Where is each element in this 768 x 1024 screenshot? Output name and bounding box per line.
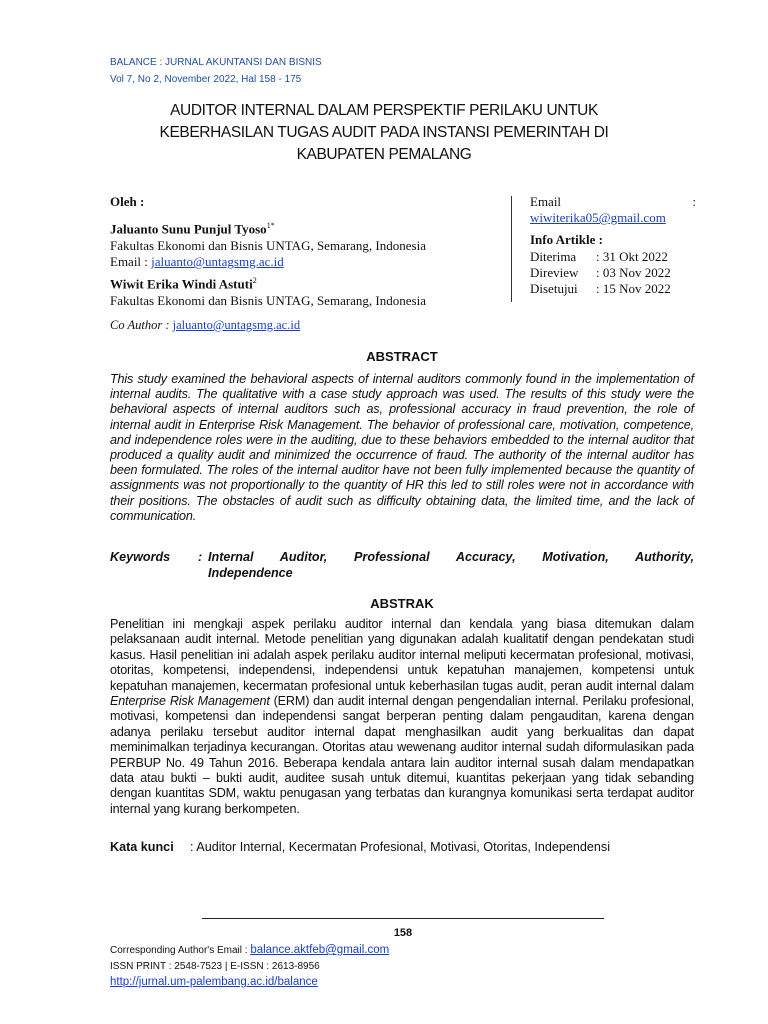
corresponding-label: Corresponding Author's Email : — [110, 945, 251, 956]
kata-kunci-label: Kata kunci — [110, 840, 174, 854]
info-row — [530, 265, 696, 281]
footer-rule — [202, 918, 604, 919]
keywords-values — [208, 549, 694, 581]
paper-title — [110, 100, 658, 166]
author-sup: 2 — [252, 275, 257, 285]
keywords-line: Independence — [208, 566, 293, 580]
info-email-colon: : — [692, 194, 696, 209]
author-1 — [110, 218, 490, 238]
email-label: Email : — [110, 254, 152, 270]
keywords-label: Keywords — [110, 550, 171, 564]
abstract-heading: ABSTRACT — [366, 349, 438, 364]
kata-kunci-row — [110, 840, 610, 854]
title-line: AUDITOR INTERNAL DALAM PERSPEKTIF PERILAKU UNTUK — [170, 102, 598, 119]
page-number: 158 — [393, 927, 413, 939]
journal-name: BALANCE : JURNAL AKUNTANSI DAN BISNIS — [110, 57, 322, 68]
author-email-row — [110, 254, 490, 271]
author-sup: 1* — [266, 220, 275, 230]
journal-url-link[interactable]: http://jurnal.um-palembang.ac.id/balance — [110, 976, 318, 988]
author-email-link[interactable]: jaluanto@untagsmg.ac.id — [151, 254, 284, 270]
info-email-link[interactable]: wiwiterika05@gmail.com — [530, 210, 666, 226]
journal-issue: Vol 7, No 2, November 2022, Hal 158 - 175 — [110, 74, 302, 85]
keywords-line: Internal Auditor, Professional Accuracy, Motivation, Authority, — [208, 550, 694, 564]
coauthor-row — [110, 318, 300, 333]
coauthor-label: Co Author : — [110, 318, 173, 332]
info-row-value: : 15 Nov 2022 — [596, 281, 671, 297]
title-line: KABUPATEN PEMALANG — [296, 146, 472, 163]
keywords-row — [110, 549, 694, 581]
title-line: KEBERHASILAN TUGAS AUDIT PADA INSTANSI PEMERINTAH DI — [159, 124, 609, 141]
info-email-row — [530, 194, 696, 210]
info-row — [530, 281, 696, 297]
kata-kunci-value: : Auditor Internal, Kecermatan Profesional, Motivasi, Otoritas, Independensi — [190, 840, 611, 854]
info-row-value: : 03 Nov 2022 — [596, 264, 671, 280]
keywords-colon: : — [198, 550, 203, 564]
abstrak-text-part: (ERM) dan audit internal dengan pengendalian internal. Perilaku profesional, motivasi, kompetensi dan independensi sangat berperan penting dalam pengauditan, karena dengan adanya perilaku tersebut auditor internal dapat menghasilkan audit yang berkualitas dan dapat meminimalkan terjadinya kecurangan. Otoritas atau wewenang auditor internal sudah diformulasikan pada PERBUP No. 49 Tahun 2016. Beberapa kendala antara lain auditor internal susah dalam mendapatkan data atau bukti – bukti audit, auditee susah untuk ditemui, kuantitas pekerjaan yang tidak sebanding dengan kuantitas SDM, waktu penugasan yang terbatas dan kurangnya komunikasi serta terdapat auditor internal yang kurang berkompeten. — [110, 694, 694, 816]
info-email-label: Email — [530, 194, 562, 209]
info-row-value: : 31 Okt 2022 — [596, 248, 668, 264]
corresponding-email-link[interactable]: balance.aktfeb@gmail.com — [250, 944, 390, 956]
abstrak-text-italic: Enterprise Risk Management — [110, 694, 270, 709]
issn: ISSN PRINT : 2548-7523 | E-ISSN : 2613-8956 — [110, 961, 320, 972]
info-row-label: Disetujui — [530, 281, 578, 297]
by-label: Oleh : — [110, 194, 145, 209]
url-row — [110, 975, 318, 990]
author-name: Wiwit Erika Windi Astuti — [110, 276, 253, 292]
info-row — [530, 249, 696, 265]
abstrak-text-part: Penelitian ini mengkaji aspek perilaku auditor internal dan kendala yang biasa ditemukan dalam pelaksanaan audit internal. Metode penelitian yang digunakan adalah kualitatif dengan pendekatan studi kasus. Hasil penelitian ini adalah aspek perilaku auditor internal meliputi kecermatan profesional, motivasi, otoritas, kompetensi, independensi, independensi untuk kepatuhan manajemen, kompetensi untuk kepatuhan manajemen, kecermatan profesional untuk keberhasilan tugas audit, peran audit internal dalam — [110, 617, 694, 693]
divider — [511, 196, 512, 302]
author-affiliation: Fakultas Ekonomi dan Bisnis UNTAG, Semarang, Indonesia — [110, 292, 426, 308]
author-2 — [110, 273, 490, 293]
info-title: Info Artikle : — [530, 232, 603, 248]
abstrak-heading: ABSTRAK — [370, 596, 434, 611]
corresponding-row — [110, 943, 389, 958]
coauthor-email-link[interactable]: jaluanto@untagsmg.ac.id — [172, 318, 301, 332]
author-name: Jaluanto Sunu Punjul Tyoso — [110, 220, 267, 236]
abstract-text: This study examined the behavioral aspects of internal auditors commonly found in the implementation of internal audits. The qualitative with a case study approach was used. The results of this study were the behavioral aspects of internal auditors such as, professional accuracy in fraud prevention, the role of internal audit in Enterprise Risk Management. The behavior of professional care, motivation, competence, and independence roles were in the auditing, due to these behaviors embedded to the internal auditor that produced a quality audit and minimized the occurrence of fraud. The authority of the internal auditor has been formulated. The roles of the internal auditor have not been fully implemented because the quantity of assignments was not proportionally to the quantity of HR this led to still roles were not in accordance with their positions. The obstacles of audit such as difficulty obtaining data, the limited time, and the lack of communication. — [110, 372, 694, 523]
info-row-label: Diterima — [530, 248, 577, 264]
authors-block — [110, 194, 490, 309]
article-info — [530, 194, 696, 297]
author-affiliation: Fakultas Ekonomi dan Bisnis UNTAG, Semarang, Indonesia — [110, 237, 426, 253]
abstrak-text — [110, 617, 694, 817]
info-row-label: Direview — [530, 264, 579, 280]
